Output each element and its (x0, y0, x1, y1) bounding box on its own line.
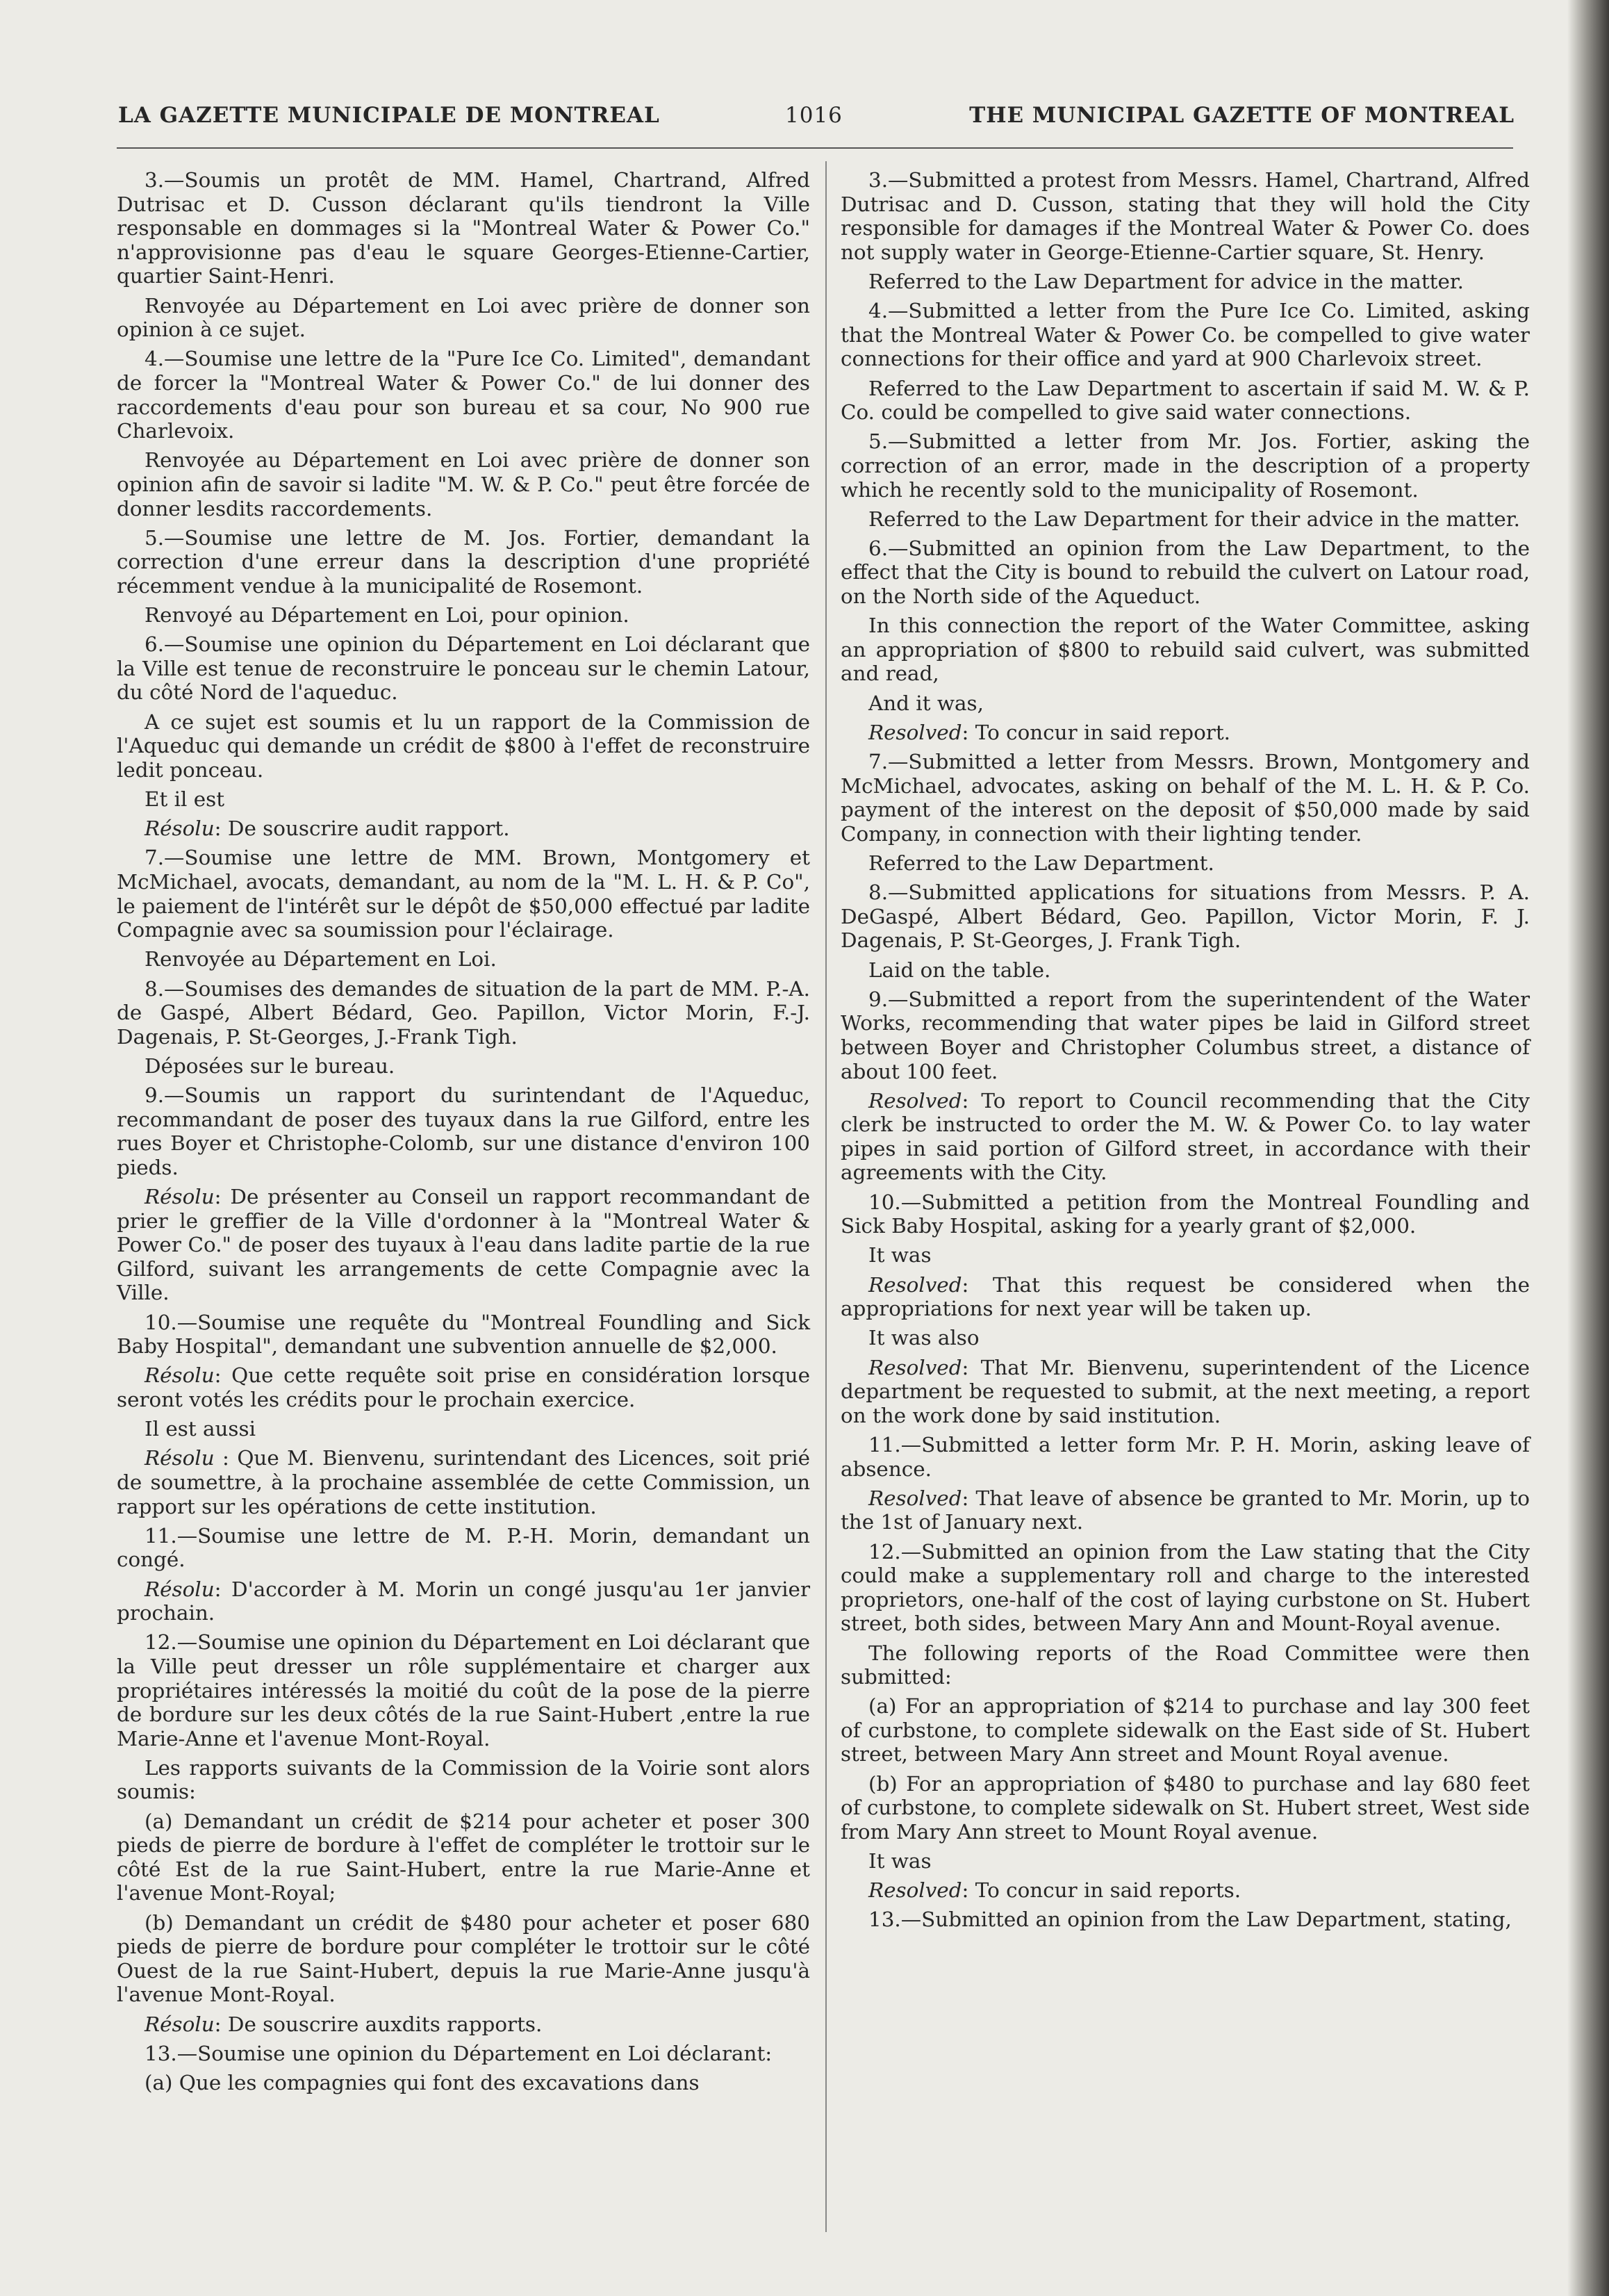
french-resolution-label: Résolu (145, 1577, 215, 1601)
english-paragraph-text: Referred to the Law Department for advice in the matter. (868, 269, 1464, 293)
book-spine-shadow (1567, 0, 1609, 2296)
english-paragraph (841, 750, 1530, 846)
english-paragraph (841, 1908, 1530, 1932)
english-paragraph-text: : That Mr. Bienvenu, superintendent of the Licence department be requested to submit, at the next meeting, a report on the work done by said institution. (841, 1355, 1530, 1427)
english-paragraph (841, 1433, 1530, 1481)
running-header (118, 103, 1515, 133)
english-resolution-label: Resolved (868, 1272, 962, 1297)
english-paragraph (841, 614, 1530, 686)
french-paragraph (117, 632, 810, 705)
english-resolution-label: Resolved (868, 1088, 962, 1113)
english-paragraph (841, 880, 1530, 953)
french-paragraph-text: : Que M. Bienvenu, surintendant des Licences, soit prié de soumettre, à la prochaine assemblée de cette Commission, un rapport sur les opérations de cette institution. (117, 1446, 810, 1518)
english-paragraph-text: 5.—Submitted a letter from Mr. Jos. Fortier, asking the correction of an error, made in the description of a property which he recently sold to the municipality of Rosemont. (841, 429, 1530, 502)
english-paragraph-text: 3.—Submitted a protest from Messrs. Hamel, Chartrand, Alfred Dutrisac and D. Cusson, stating that they will hold the City responsible for damages if the Montreal Water & Power Co. does not supply water in George-Etienne-Cartier square, St. Henry. (841, 168, 1530, 264)
english-paragraph (841, 1326, 1530, 1350)
french-paragraph (117, 787, 810, 812)
french-paragraph-text: 10.—Soumise une requête du "Montreal Foundling and Sick Baby Hospital", demandant une subvention annuelle de $2,000. (117, 1310, 810, 1359)
french-paragraph (117, 1417, 810, 1441)
french-paragraph-text: (b) Demandant un crédit de $480 pour acheter et poser 680 pieds de pierre de bordure pour compléter le trottoir sur le côté Ouest de la rue Saint-Hubert, depuis la rue Marie-Anne jusqu'à l'avenue Mont-Royal. (117, 1910, 810, 2007)
column-divider (825, 161, 827, 2232)
english-paragraph-text: 6.—Submitted an opinion from the Law Department, to the effect that the City is bound to rebuild the culvert on Latour road, on the North side of the Aqueduct. (841, 536, 1530, 609)
english-paragraph-text: : That leave of absence be granted to Mr. Morin, up to the 1st of January next. (841, 1486, 1530, 1534)
english-paragraph (841, 377, 1530, 425)
english-paragraph-text: 8.—Submitted applications for situations from Messrs. P. A. DeGaspé, Albert Bédard, Geo. Papillon, Victor Morin, F. J. Dagenais, P. St-Georges, J. Frank Tigh. (841, 880, 1530, 953)
english-paragraph-text: Laid on the table. (868, 958, 1051, 982)
french-paragraph-text: 7.—Soumise une lettre de MM. Brown, Montgomery et McMichael, avocats, demandant, au nom de la "M. L. H. & P. Co", le paiement de l'intérêt sur le dépôt de $50,000 effectué par ladite Compagnie avec sa soumission pour l'éclairage. (117, 846, 810, 942)
french-paragraph (117, 846, 810, 942)
english-paragraph (841, 168, 1530, 264)
french-paragraph (117, 1577, 810, 1625)
french-paragraph-text: Déposées sur le bureau. (145, 1053, 395, 1078)
french-paragraph (117, 1756, 810, 1804)
english-paragraph (841, 536, 1530, 609)
french-paragraph (117, 448, 810, 520)
french-paragraph-text: Il est aussi (145, 1417, 256, 1441)
english-paragraph-text: 9.—Submitted a report from the superintendent of the Water Works, recommending that water pipes be laid in Gilford street between Boyer and Christopher Columbus street, a distance of about 100 feet. (841, 987, 1530, 1083)
english-paragraph (841, 958, 1530, 983)
french-resolution-label: Résolu (145, 1363, 215, 1388)
english-paragraph-text: Referred to the Law Department for their advice in the matter. (868, 507, 1520, 531)
french-paragraph-text: Renvoyée au Département en Loi. (145, 947, 497, 971)
french-paragraph-text: 8.—Soumises des demandes de situation de la part de MM. P.-A. de Gaspé, Albert Bédard, Geo. Papillon, Victor Morin, F.-J. Dagenais, P. St-Georges, J.-Frank Tigh. (117, 976, 810, 1049)
french-paragraph (117, 1363, 810, 1411)
english-paragraph (841, 1243, 1530, 1268)
english-paragraph (841, 721, 1530, 745)
french-paragraph-text: : Que cette requête soit prise en considération lorsque seront votés les crédits pour le prochain exercice. (117, 1363, 810, 1411)
english-paragraph (841, 1089, 1530, 1185)
english-paragraph-text: 4.—Submitted a letter from the Pure Ice Co. Limited, asking that the Montreal Water & Power Co. be compelled to give water connections for their office and yard at 900 Charlevoix street. (841, 299, 1530, 371)
french-paragraph (117, 977, 810, 1049)
english-paragraph (841, 1849, 1530, 1873)
english-paragraph-text: It was (868, 1243, 932, 1268)
french-paragraph-text: 4.—Soumise une lettre de la "Pure Ice Co. Limited", demandant de forcer la "Montreal Water & Power Co." de lui donner des raccordements d'eau pour son bureau et sa cour, No 900 rue Charlevoix. (117, 347, 810, 443)
french-paragraph-text: : De présenter au Conseil un rapport recommandant de prier le greffier de la Ville d'ordonner à la "Montreal Water & Power Co." de poser des tuyaux à l'eau dans ladite partie de la rue Gilford, suivant les arrangements de cette Compagnie avec la Ville. (117, 1185, 810, 1305)
english-paragraph-text: 11.—Submitted a letter form Mr. P. H. Morin, asking leave of absence. (841, 1432, 1530, 1481)
french-paragraph (117, 347, 810, 443)
french-paragraph (117, 817, 810, 841)
english-paragraph-text: 13.—Submitted an opinion from the Law Department, stating, (868, 1908, 1512, 1932)
english-paragraph-text: The following reports of the Road Committee were then submitted: (841, 1641, 1530, 1689)
french-resolution-label: Résolu (145, 1446, 215, 1470)
english-paragraph-text: Referred to the Law Department. (868, 851, 1214, 875)
english-paragraph (841, 1878, 1530, 1903)
french-paragraph (117, 603, 810, 628)
french-paragraph-text: Renvoyé au Département en Loi, pour opinion. (145, 603, 629, 628)
french-resolution-label: Résolu (145, 2012, 215, 2036)
french-paragraph (117, 2042, 810, 2066)
english-paragraph (841, 1273, 1530, 1321)
english-paragraph-text: : To report to Council recommending that the City clerk be instructed to order the M. W. & Power Co. to lay water pipes in said portion of Gilford street, in accordance with their agreements with the City. (841, 1088, 1530, 1185)
french-resolution-label: Résolu (145, 1185, 215, 1209)
french-resolution-label: Résolu (145, 817, 215, 841)
french-paragraph (117, 1083, 810, 1179)
english-paragraph (841, 691, 1530, 716)
french-paragraph-text: : De souscrire auxdits rapports. (214, 2012, 543, 2036)
french-paragraph (117, 1630, 810, 1750)
french-paragraph-text: A ce sujet est soumis et lu un rapport de la Commission de l'Aqueduc qui demande un crédit de $800 à l'effet de reconstruire ledit ponceau. (117, 710, 810, 782)
french-paragraph-text: Et il est (145, 787, 225, 811)
english-paragraph-text: In this connection the report of the Water Committee, asking an appropriation of $800 to rebuild said culvert, was submitted and read, (841, 614, 1530, 686)
french-paragraph (117, 2071, 810, 2095)
french-column (117, 168, 810, 2100)
french-paragraph (117, 1311, 810, 1359)
french-paragraph (117, 168, 810, 288)
french-paragraph (117, 2012, 810, 2037)
french-paragraph-text: 6.—Soumise une opinion du Département en Loi déclarant que la Ville est tenue de reconstruire le ponceau sur le chemin Latour, du côté Nord de l'aqueduc. (117, 632, 810, 705)
english-paragraph (841, 270, 1530, 294)
english-paragraph-text: : To concur in said reports. (962, 1878, 1241, 1903)
french-paragraph-text: Les rapports suivants de la Commission de la Voirie sont alors soumis: (117, 1755, 810, 1804)
french-paragraph-text: 13.—Soumise une opinion du Département en Loi déclarant: (145, 2041, 773, 2065)
french-paragraph-text: 9.—Soumis un rapport du surintendant de l'Aqueduc, recommandant de poser des tuyaux dans la rue Gilford, entre les rues Boyer et Christophe-Colomb, sur une distance d'environ 100 pieds. (117, 1083, 810, 1179)
page-number: 1016 (785, 103, 843, 128)
header-french-title: LA GAZETTE MUNICIPALE DE MONTREAL (118, 103, 660, 128)
english-paragraph (841, 299, 1530, 371)
english-paragraph-text: And it was, (868, 691, 984, 715)
english-paragraph (841, 429, 1530, 502)
english-paragraph (841, 1190, 1530, 1238)
french-paragraph-text: (a) Demandant un crédit de $214 pour acheter et poser 300 pieds de pierre de bordure à l'effet de compléter le trottoir sur le côté Est de la rue Saint-Hubert, entre la rue Marie-Anne et l'avenue Mont-Royal; (117, 1809, 810, 1905)
english-resolution-label: Resolved (868, 1355, 962, 1379)
french-paragraph-text: Renvoyée au Département en Loi avec prière de donner son opinion afin de savoir si ladite "M. W. & P. Co." peut être forcée de donner lesdits raccordements. (117, 448, 810, 520)
english-paragraph-text: : That this request be considered when the appropriations for next year will be taken up. (841, 1272, 1530, 1321)
english-paragraph-text: : To concur in said report. (962, 720, 1230, 744)
english-resolution-label: Resolved (868, 1878, 962, 1903)
header-rule (117, 147, 1513, 149)
french-paragraph (117, 1810, 810, 1905)
english-paragraph (841, 1641, 1530, 1689)
english-paragraph-text: Referred to the Law Department to ascertain if said M. W. & P. Co. could be compelled to give said water connections. (841, 376, 1530, 425)
english-paragraph (841, 851, 1530, 876)
header-english-title: THE MUNICIPAL GAZETTE OF MONTREAL (969, 103, 1515, 128)
french-paragraph-text: 5.—Soumise une lettre de M. Jos. Fortier, demandant la correction d'une erreur dans la description d'une propriété récemment vendue à la municipalité de Rosemont. (117, 525, 810, 598)
french-paragraph-text: 11.—Soumise une lettre de M. P.-H. Morin, demandant un congé. (117, 1523, 810, 1572)
english-paragraph-text: It was also (868, 1326, 980, 1350)
french-paragraph-text: 3.—Soumis un protêt de MM. Hamel, Chartrand, Alfred Dutrisac et D. Cusson déclarant qu'ils tiendront la Ville responsable en dommages si la "Montreal Water & Power Co." n'approvisionne pas d'eau le square Georges-Etienne-Cartier, quartier Saint-Henri. (117, 168, 810, 288)
french-paragraph (117, 1911, 810, 2007)
english-paragraph-text: 10.—Submitted a petition from the Montreal Foundling and Sick Baby Hospital, asking for a yearly grant of $2,000. (841, 1190, 1530, 1238)
english-paragraph (841, 1486, 1530, 1534)
french-paragraph (117, 947, 810, 971)
french-paragraph-text: : D'accorder à M. Morin un congé jusqu'au 1er janvier prochain. (117, 1577, 810, 1625)
french-paragraph (117, 1185, 810, 1305)
french-paragraph (117, 1446, 810, 1518)
english-resolution-label: Resolved (868, 720, 962, 744)
english-paragraph-text: It was (868, 1849, 932, 1873)
french-paragraph-text: Renvoyée au Département en Loi avec prière de donner son opinion à ce sujet. (117, 293, 810, 342)
english-paragraph (841, 1772, 1530, 1844)
french-paragraph-text: : De souscrire audit rapport. (214, 817, 510, 841)
english-paragraph (841, 1694, 1530, 1766)
french-paragraph (117, 710, 810, 782)
french-paragraph-text: (a) Que les compagnies qui font des excavations dans (145, 2070, 700, 2094)
english-paragraph-text: 7.—Submitted a letter from Messrs. Brown, Montgomery and McMichael, advocates, asking on behalf of the M. L. H. & P. Co. payment of the interest on the deposit of $50,000 made by said Company, in connection with their lighting tender. (841, 750, 1530, 846)
english-paragraph-text: (b) For an appropriation of $480 to purchase and lay 680 feet of curbstone, to complete sidewalk on St. Hubert street, West side from Mary Ann street to Mount Royal avenue. (841, 1771, 1530, 1844)
english-paragraph (841, 507, 1530, 532)
french-paragraph-text: 12.—Soumise une opinion du Département en Loi déclarant que la Ville peut dresser un rôle supplémentaire et charger aux propriétaires intéressés la moitié du coût de la pose de la pierre de bordure sur les deux côtés de la rue Saint-Hubert ,entre la rue Marie-Anne et l'avenue Mont-Royal. (117, 1630, 810, 1750)
english-resolution-label: Resolved (868, 1486, 962, 1510)
english-paragraph-text: (a) For an appropriation of $214 to purchase and lay 300 feet of curbstone, to complete sidewalk on the East side of St. Hubert street, between Mary Ann street and Mount Royal avenue. (841, 1694, 1530, 1766)
french-paragraph (117, 294, 810, 342)
french-paragraph (117, 1054, 810, 1079)
english-paragraph-text: 12.—Submitted an opinion from the Law stating that the City could make a supplementary roll and charge to the interested proprietors, one-half of the cost of laying curbstone on St. Hubert street, both sides, between Mary Ann and Mount-Royal avenue. (841, 1539, 1530, 1636)
french-paragraph (117, 526, 810, 598)
english-paragraph (841, 1540, 1530, 1636)
english-paragraph (841, 987, 1530, 1083)
english-column (841, 168, 1530, 1937)
english-paragraph (841, 1356, 1530, 1428)
french-paragraph (117, 1524, 810, 1572)
